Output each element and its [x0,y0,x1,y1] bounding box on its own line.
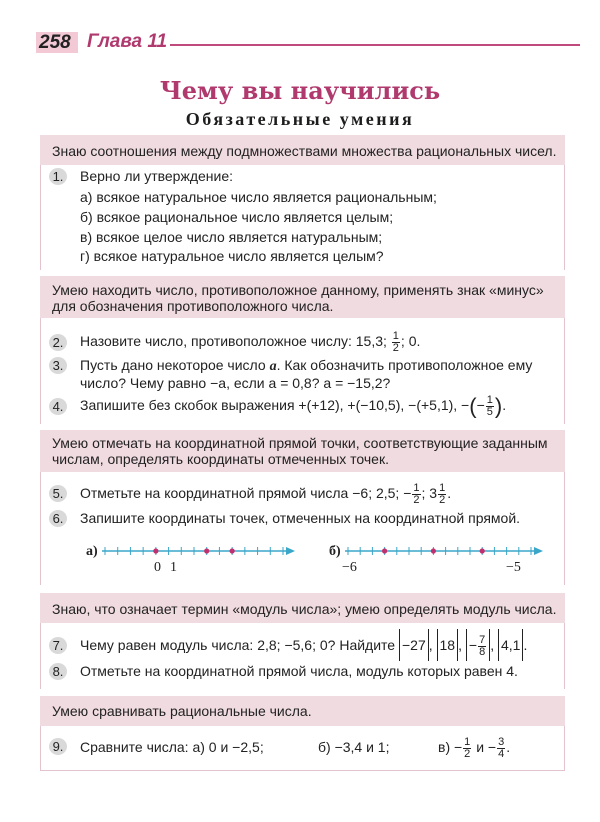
header-rule [170,44,580,46]
exercise-9-part-b: б) −3,4 и 1; [318,739,390,755]
fraction [392,331,400,354]
marked-point [382,548,387,553]
exercise-2-lead: Назовите число, противоположное числу: 15,3; [80,333,387,349]
number-line-b-tick-label: −6 [342,560,357,575]
number-line-a-label: а) [86,544,98,559]
modulus-fraction: − $\frac{7}{8}$ [466,629,490,661]
axis-arrow [534,547,543,555]
marked-point [431,548,436,553]
variable-a: a [269,359,277,374]
fraction [486,395,494,418]
marked-point [204,548,209,553]
fraction-denominator: 8 [479,645,486,658]
fraction [497,737,505,760]
number-line-b-tick-label: −5 [506,560,521,575]
fraction-numerator: 1 [413,481,420,494]
page-subtitle: Обязательные умения [185,109,415,129]
exercise-number: 3. [49,357,67,374]
exercise-7-text: Чему равен модуль числа: 2,8; −5,6; 0? Найдите −27 , 18 , − $\frac{7}{8}$ , 4,1 . [80,629,527,661]
fraction [412,483,420,506]
exercise-4-lead: Запишите без скобок выражения +(+12), +(−10,5), −(+5,1), − [80,397,470,413]
marked-point [480,548,485,553]
exercise-number: 9. [49,738,67,755]
page-title: Чему вы научились [159,76,441,105]
page-number: 258 [39,32,71,53]
number-line-a-tick-label: 1 [170,560,177,575]
fraction-numerator: 1 [439,481,446,494]
section-heading-text: Знаю, что означает термин «модуль числа»; умею определять модуль числа. [52,601,557,617]
exercise-number: 4. [49,398,67,415]
page-number-box [36,32,78,53]
fraction-numerator: 3 [498,735,505,748]
exercise-7-lead: Чему равен модуль числа: 2,8; −5,6; 0? Найдите [80,637,396,653]
exercise-3-lead: Пусть дано некоторое число [80,357,266,373]
modulus: −27 [399,629,429,661]
section-heading-4 [40,593,565,623]
number-line-b-label: б) [329,544,341,559]
exercise-1-item-b: б) всякое рациональное число является целым; [80,209,394,225]
fraction-denominator: 5 [486,405,493,418]
exercise-6-text: Запишите координаты точек, отмеченных на координатной прямой. [80,510,521,526]
fraction [438,483,446,506]
minus-sign: − [476,397,485,413]
fraction-denominator: 2 [413,493,420,506]
exercise-3-line-1 [80,356,532,376]
section-heading-line: числам, определять координаты отмеченных точек. [52,451,389,467]
section-heading-2 [40,276,565,318]
exercise-2-text [80,325,420,357]
modulus: 18 [437,629,459,661]
exercise-1-item-d: г) всякое натуральное число является целым? [80,248,384,264]
paren-close: ) [494,393,503,419]
exercise-5-text [80,477,451,509]
section-heading-1 [40,135,565,165]
exercise-9-part-c: в) − $\frac{1}{2}$ и − $\frac{3}{4}$ . [438,735,511,760]
fraction-numerator: 1 [392,329,399,342]
exercise-1-text: Верно ли утверждение: [80,168,234,184]
section-heading-line: Умею отмечать на координатной прямой точки, соответствующие заданным [52,435,548,451]
fraction-denominator: 2 [392,341,399,354]
axis-arrow [286,547,295,555]
exercise-8-text: Отметьте на координатной прямой числа, модуль которых равен 4. [80,663,518,679]
period: . [502,397,507,413]
fraction-denominator: 2 [464,747,471,760]
exercise-2-tail: ; 0. [400,333,421,349]
fraction-denominator: 2 [439,493,446,506]
exercise-1-item-a: а) всякое натуральное число является рациональным; [80,189,437,205]
exercise-9-c-lead: в) − [438,739,463,755]
fraction [463,737,471,760]
section-heading-text: Умею сравнивать рациональные числа. [52,703,312,719]
number-line-a-tick-label: 0 [154,560,161,575]
exercise-3-line-2: число? Чему равно −a, если a = 0,8? a = −15,2? [80,375,391,391]
section-heading-3 [40,430,565,472]
exercise-5-mid: ; 3 [421,485,438,501]
fraction [478,635,486,658]
section-heading-text: Знаю соотношения между подмножествами множества рациональных чисел. [52,143,557,159]
exercise-4-text [80,389,506,421]
exercise-5-lead: Отметьте на координатной прямой числа −6; 2,5; − [80,485,412,501]
exercise-9-c-mid: и − [476,739,497,755]
exercise-1-item-c: в) всякое целое число является натуральным; [80,229,383,245]
fraction-numerator: 1 [486,393,493,406]
exercise-number: 6. [49,510,67,527]
chapter-label: Глава 11 [87,31,168,52]
exercise-3-rest: . Как обозначить противоположное ему [276,357,533,373]
number-line-a [98,540,298,562]
section-heading-line: для обозначения противоположного числа. [52,298,334,314]
exercise-number: 8. [49,663,67,680]
exercise-number: 2. [49,334,67,351]
fraction-numerator: 1 [464,735,471,748]
exercise-number: 7. [49,637,67,654]
number-line-b [341,540,546,562]
exercise-9-part-a: Сравните числа: а) 0 и −2,5; [80,739,264,755]
modulus: 4,1 [498,629,523,661]
section-heading-5 [40,696,565,726]
paren-open: ( [469,393,477,419]
marked-point [153,548,158,553]
fraction-denominator: 4 [498,747,505,760]
marked-point [230,548,235,553]
exercise-5-tail: . [447,485,452,501]
exercise-number: 1. [49,168,67,185]
fraction-numerator: 7 [479,633,486,646]
section-heading-line: Умею находить число, противоположное данному, применять знак «минус» [52,282,544,298]
exercise-number: 5. [49,485,67,502]
